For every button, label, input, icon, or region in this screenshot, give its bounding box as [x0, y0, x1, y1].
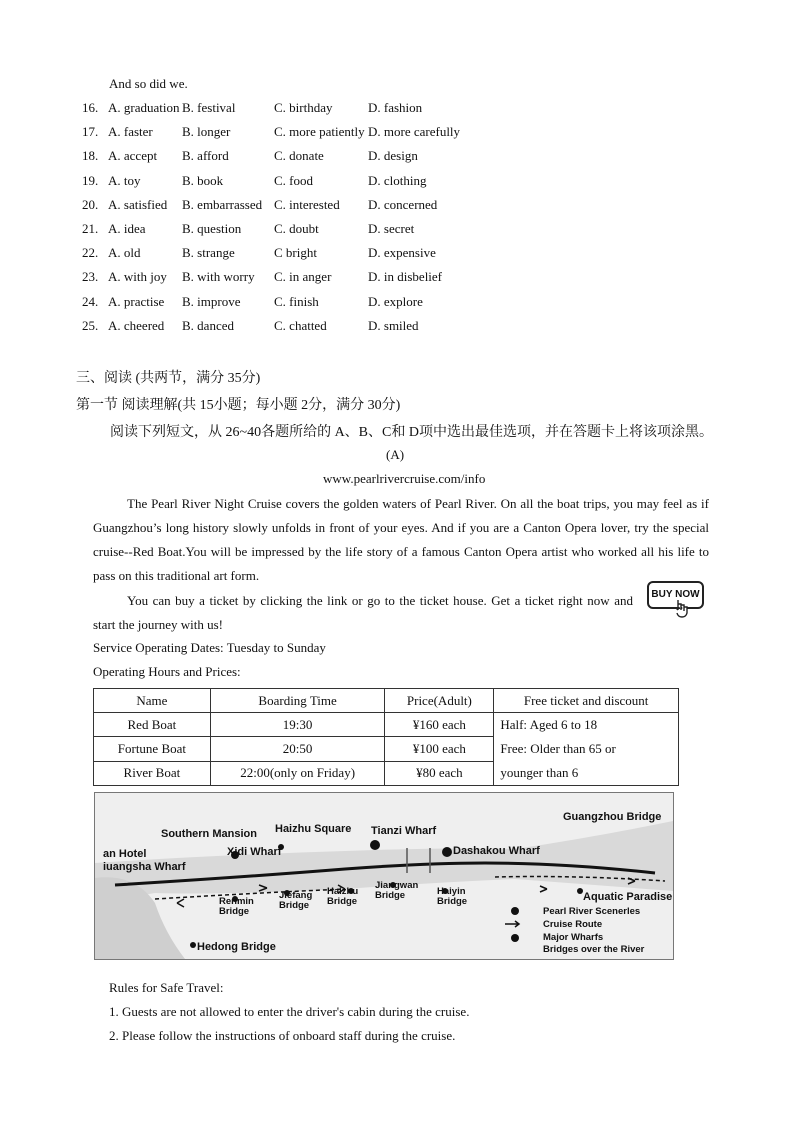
option-c: C. more patiently — [274, 124, 365, 140]
question-number: 20. — [82, 196, 99, 212]
header-free-ticket: Free ticket and discount — [494, 689, 679, 713]
option-a: A. cheered — [108, 317, 165, 333]
map-label: Haizhu Bridge — [327, 886, 359, 907]
continued-text: And so did we. — [109, 76, 188, 91]
map-label: Guangzhou Bridge — [563, 811, 662, 823]
option-c: C. donate — [274, 148, 324, 164]
map-label: Renmin Bridge — [219, 896, 254, 917]
option-b: B. with worry — [182, 269, 255, 285]
option-a: A. faster — [108, 124, 153, 140]
option-b: B. strange — [182, 245, 235, 261]
map-label: Jiangwan Bridge — [375, 880, 419, 901]
section-title: 三、阅读 (共两节，满分 35分) — [76, 371, 261, 386]
boat-name: River Boat — [94, 761, 211, 785]
header-price: Price(Adult) — [385, 689, 494, 713]
question-number: 22. — [82, 245, 99, 261]
map-label: an Hotel — [103, 848, 147, 860]
table-row — [94, 713, 679, 737]
option-a: A. practise — [108, 293, 165, 309]
option-c: C. chatted — [274, 317, 327, 333]
legend-item: Bridges over the River — [543, 944, 645, 955]
option-c: C. doubt — [274, 221, 319, 236]
price: ¥80 each — [385, 761, 494, 785]
question-number: 18. — [82, 148, 99, 164]
option-b: B. improve — [182, 293, 241, 309]
option-d: D. fashion — [368, 100, 423, 115]
question-number: 16. — [82, 100, 99, 115]
option-c: C bright — [274, 245, 317, 261]
option-b: B. book — [182, 172, 224, 188]
option-d: D. concerned — [368, 196, 438, 212]
map-label: Southern Mansion — [161, 828, 257, 840]
rule-item: 2. Please follow the instructions of onboard staff during the cruise. — [109, 1028, 456, 1043]
instruction: 阅读下列短文，从 26~40各题所给的 A、B、C和 D项中选出最佳选项，并在答题卡上将该项涂黑。 — [110, 425, 713, 440]
website-url: www.pearlrivercruise.com/info — [323, 471, 486, 486]
map-label: Jiefang Bridge — [279, 890, 313, 911]
table-header-row — [94, 689, 679, 713]
rules-title: Rules for Safe Travel: — [109, 980, 224, 995]
option-c: C. finish — [274, 293, 319, 309]
option-b: B. afford — [182, 148, 229, 164]
option-a: A. satisfied — [108, 196, 168, 212]
option-a: A. idea — [108, 221, 146, 236]
option-b: B. festival — [182, 100, 236, 115]
paragraph-ticket: You can buy a ticket by clicking the link or go to the ticket house. Get a ticket right now and start the journey with us! — [93, 593, 633, 632]
map-label: Haizhu Square — [275, 823, 352, 835]
legend-item: Cruise Route — [543, 919, 603, 930]
discount-line: younger than 6 — [500, 765, 579, 780]
discount-line: Half: Aged 6 to 18 — [500, 717, 598, 732]
map-label: Tianzi Wharf — [371, 825, 437, 837]
price: ¥100 each — [385, 737, 494, 761]
map-label: Dashakou Wharf — [453, 845, 540, 857]
option-c: C. food — [274, 172, 313, 188]
option-b: B. danced — [182, 317, 234, 333]
hand-cursor-icon — [672, 598, 694, 620]
legend-item: Pearl River Scenerles — [543, 906, 641, 917]
question-number: 19. — [82, 172, 99, 188]
boat-name: Red Boat — [94, 713, 211, 737]
option-c: C. in anger — [274, 269, 332, 285]
option-d: D. smiled — [368, 317, 419, 333]
question-number: 21. — [82, 221, 99, 236]
paragraph-intro: The Pearl River Night Cruise covers the golden waters of Pearl River. On all the boat trips, you may feel as if Guangzhou’s long history slowly unfolds in front of your eyes. And if you are a Canton Opera lover, try the special cruise--Red Boat.You will be impressed by the life story of a famous Canton Opera artist who worked all his life to pass on this traditional art form. — [93, 496, 709, 583]
cruise-route-map — [94, 792, 674, 960]
boat-name: Fortune Boat — [94, 737, 211, 761]
option-a: A. graduation — [108, 100, 180, 115]
option-a: A. accept — [108, 148, 158, 164]
free-ticket-discount — [494, 713, 679, 786]
header-name: Name — [94, 689, 211, 713]
option-a: A. toy — [108, 172, 141, 188]
service-dates: Service Operating Dates: Tuesday to Sunday — [93, 640, 326, 655]
option-d: D. in disbelief — [368, 269, 443, 285]
option-b: B. longer — [182, 124, 231, 140]
question-number: 17. — [82, 124, 99, 140]
map-label: Aquatic Paradise — [583, 891, 673, 903]
boarding-time: 20:50 — [210, 737, 385, 761]
operating-hours-label: Operating Hours and Prices: — [93, 664, 241, 679]
prices-table — [93, 688, 679, 786]
map-label: Haiyin Bridge — [437, 886, 468, 907]
option-d: D. expensive — [368, 245, 436, 261]
question-number: 23. — [82, 269, 99, 285]
map-label: iuangsha Wharf — [103, 861, 186, 873]
option-a: A. with joy — [108, 269, 167, 285]
option-d: D. more carefully — [368, 124, 461, 140]
legend-item: Major Wharfs — [543, 932, 604, 943]
option-d: D. clothing — [368, 172, 427, 188]
map-label: Xidi Wharf — [227, 846, 282, 858]
option-a: A. old — [108, 245, 141, 261]
rule-item: 1. Guests are not allowed to enter the driver's cabin during the cruise. — [109, 1004, 470, 1019]
price: ¥160 each — [385, 713, 494, 737]
option-c: C. interested — [274, 196, 340, 212]
option-d: D. secret — [368, 221, 415, 236]
question-number: 24. — [82, 293, 99, 309]
option-d: D. explore — [368, 293, 423, 309]
option-b: B. question — [182, 221, 242, 236]
header-boarding-time: Boarding Time — [210, 689, 385, 713]
option-d: D. design — [368, 148, 418, 164]
question-number: 25. — [82, 317, 99, 333]
discount-line: Free: Older than 65 or — [500, 741, 616, 756]
option-b: B. embarrassed — [182, 196, 263, 212]
section-part-title: 第一节 阅读理解(共 15小题；每小题 2分，满分 30分) — [76, 398, 401, 413]
buy-now-button: BUY NOW — [647, 581, 704, 609]
passage-label: (A) — [386, 447, 405, 462]
map-label: Hedong Bridge — [197, 941, 276, 953]
boarding-time: 22:00(only on Friday) — [210, 761, 385, 785]
option-c: C. birthday — [274, 100, 333, 115]
boarding-time: 19:30 — [210, 713, 385, 737]
